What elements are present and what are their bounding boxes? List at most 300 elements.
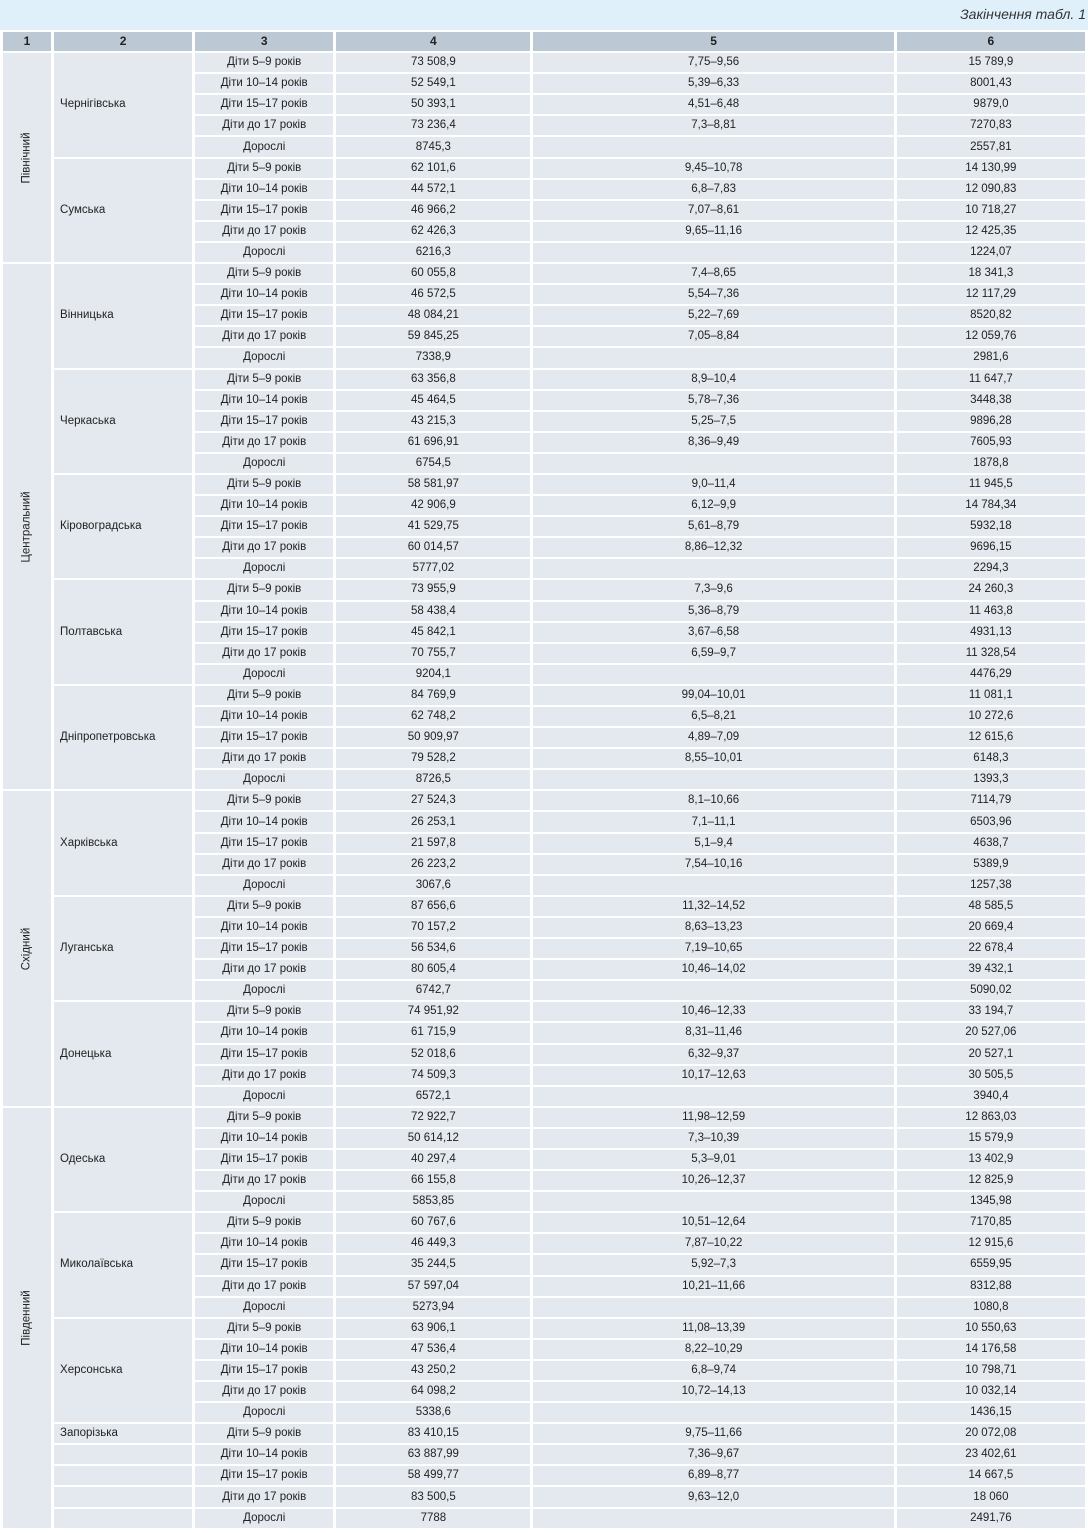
age-group-cell: Діти 5–9 років [195, 1319, 333, 1338]
value-cell: 14 667,5 [897, 1466, 1085, 1485]
age-group-cell: Діти 10–14 років [195, 1340, 333, 1359]
age-group-cell: Діти 5–9 років [195, 791, 333, 810]
value-cell: 5338,6 [336, 1403, 530, 1422]
range-cell: 6,8–7,83 [533, 180, 893, 199]
value-cell: 20 527,1 [897, 1045, 1085, 1064]
range-cell: 5,36–8,79 [533, 602, 893, 621]
range-cell: 6,59–9,7 [533, 644, 893, 663]
age-group-cell: Діти 10–14 років [195, 1023, 333, 1042]
age-group-cell: Дорослі [195, 1087, 333, 1106]
age-group-cell: Діти 10–14 років [195, 918, 333, 937]
age-group-cell: Дорослі [195, 876, 333, 895]
header-cell: 5 [533, 32, 893, 51]
age-group-cell: Дорослі [195, 1509, 333, 1528]
age-group-cell: Діти до 17 років [195, 538, 333, 557]
value-cell: 52 018,6 [336, 1045, 530, 1064]
region-cell [3, 791, 51, 1105]
table-row [3, 1487, 1085, 1506]
value-cell: 50 614,12 [336, 1129, 530, 1148]
age-group-cell: Дорослі [195, 559, 333, 578]
age-group-cell: Діти до 17 років [195, 960, 333, 979]
value-cell: 42 906,9 [336, 496, 530, 515]
value-cell: 5932,18 [897, 517, 1085, 536]
value-cell: 63 356,8 [336, 370, 530, 389]
value-cell: 10 032,14 [897, 1382, 1085, 1401]
data-table [0, 30, 1088, 1530]
value-cell: 12 863,03 [897, 1108, 1085, 1127]
range-cell [533, 454, 893, 473]
value-cell: 46 449,3 [336, 1234, 530, 1253]
value-cell: 5090,02 [897, 981, 1085, 1000]
range-cell: 5,39–6,33 [533, 74, 893, 93]
table-row [3, 791, 1085, 810]
age-group-cell: Діти 15–17 років [195, 834, 333, 853]
value-cell: 45 464,5 [336, 391, 530, 410]
table-row [3, 580, 1085, 599]
age-group-cell: Діти 10–14 років [195, 496, 333, 515]
value-cell: 30 505,5 [897, 1066, 1085, 1085]
oblast-cell: Сумська [54, 159, 192, 262]
value-cell: 33 194,7 [897, 1002, 1085, 1021]
range-cell: 5,54–7,36 [533, 285, 893, 304]
age-group-cell: Діти 5–9 років [195, 1108, 333, 1127]
table-row [3, 264, 1085, 283]
range-cell: 8,36–9,49 [533, 433, 893, 452]
age-group-cell: Діти 5–9 років [195, 53, 333, 72]
oblast-cell: Вінницька [54, 264, 192, 367]
age-group-cell: Діти 10–14 років [195, 707, 333, 726]
range-cell [533, 348, 893, 367]
value-cell: 2491,76 [897, 1509, 1085, 1528]
range-cell: 5,61–8,79 [533, 517, 893, 536]
value-cell: 43 215,3 [336, 412, 530, 431]
value-cell: 6503,96 [897, 812, 1085, 831]
age-group-cell: Діти до 17 років [195, 1277, 333, 1296]
range-cell [533, 665, 893, 684]
table-row [3, 370, 1085, 389]
oblast-cell: Дніпропетровська [54, 686, 192, 789]
range-cell [533, 1403, 893, 1422]
value-cell: 60 767,6 [336, 1213, 530, 1232]
age-group-cell: Діти до 17 років [195, 644, 333, 663]
value-cell: 74 951,92 [336, 1002, 530, 1021]
value-cell: 8726,5 [336, 770, 530, 789]
oblast-cell: Черкаська [54, 370, 192, 473]
value-cell: 1345,98 [897, 1192, 1085, 1211]
range-cell: 7,05–8,84 [533, 327, 893, 346]
age-group-cell: Діти 10–14 років [195, 391, 333, 410]
value-cell: 3940,4 [897, 1087, 1085, 1106]
age-group-cell: Діти 5–9 років [195, 159, 333, 178]
oblast-cell: Луганська [54, 897, 192, 1000]
range-cell [533, 981, 893, 1000]
value-cell: 61 715,9 [336, 1023, 530, 1042]
value-cell: 60 014,57 [336, 538, 530, 557]
value-cell: 59 845,25 [336, 327, 530, 346]
table-caption-bar [0, 0, 1088, 30]
oblast-cell [54, 1466, 192, 1485]
table-row [3, 1319, 1085, 1338]
range-cell: 10,26–12,37 [533, 1171, 893, 1190]
range-cell: 10,51–12,64 [533, 1213, 893, 1232]
range-cell: 8,86–12,32 [533, 538, 893, 557]
age-group-cell: Дорослі [195, 1298, 333, 1317]
range-cell: 10,46–14,02 [533, 960, 893, 979]
value-cell: 7270,83 [897, 116, 1085, 135]
header-cell: 6 [897, 32, 1085, 51]
header-row [3, 32, 1085, 51]
age-group-cell: Діти 5–9 років [195, 897, 333, 916]
range-cell: 6,8–9,74 [533, 1361, 893, 1380]
table-row [3, 53, 1085, 72]
range-cell: 5,78–7,36 [533, 391, 893, 410]
age-group-cell: Діти 10–14 років [195, 74, 333, 93]
age-group-cell: Дорослі [195, 665, 333, 684]
age-group-cell: Діти 5–9 років [195, 370, 333, 389]
region-cell [3, 1108, 51, 1528]
table-row [3, 1466, 1085, 1485]
value-cell: 72 922,7 [336, 1108, 530, 1127]
value-cell: 20 669,4 [897, 918, 1085, 937]
age-group-cell: Діти 15–17 років [195, 201, 333, 220]
range-cell: 8,9–10,4 [533, 370, 893, 389]
range-cell: 10,46–12,33 [533, 1002, 893, 1021]
value-cell: 12 059,76 [897, 327, 1085, 346]
value-cell: 61 696,91 [336, 433, 530, 452]
value-cell: 58 581,97 [336, 475, 530, 494]
range-cell: 9,45–10,78 [533, 159, 893, 178]
header-cell: 3 [195, 32, 333, 51]
range-cell: 3,67–6,58 [533, 623, 893, 642]
value-cell: 40 297,4 [336, 1150, 530, 1169]
age-group-cell: Дорослі [195, 137, 333, 156]
range-cell: 9,63–12,0 [533, 1487, 893, 1506]
table-row [3, 159, 1085, 178]
oblast-cell: Харківська [54, 791, 192, 894]
age-group-cell: Діти 15–17 років [195, 306, 333, 325]
value-cell: 6742,7 [336, 981, 530, 1000]
value-cell: 6148,3 [897, 749, 1085, 768]
value-cell: 13 402,9 [897, 1150, 1085, 1169]
value-cell: 10 718,27 [897, 201, 1085, 220]
value-cell: 9204,1 [336, 665, 530, 684]
age-group-cell: Діти 15–17 років [195, 412, 333, 431]
range-cell: 11,08–13,39 [533, 1319, 893, 1338]
age-group-cell: Діти 5–9 років [195, 475, 333, 494]
range-cell: 7,07–8,61 [533, 201, 893, 220]
value-cell: 66 155,8 [336, 1171, 530, 1190]
header-cell: 1 [3, 32, 51, 51]
oblast-cell [54, 1509, 192, 1528]
region-cell [3, 53, 51, 262]
value-cell: 87 656,6 [336, 897, 530, 916]
value-cell: 83 500,5 [336, 1487, 530, 1506]
value-cell: 14 130,99 [897, 159, 1085, 178]
value-cell: 12 090,83 [897, 180, 1085, 199]
value-cell: 4638,7 [897, 834, 1085, 853]
range-cell: 9,0–11,4 [533, 475, 893, 494]
age-group-cell: Дорослі [195, 1192, 333, 1211]
value-cell: 8001,43 [897, 74, 1085, 93]
value-cell: 1393,3 [897, 770, 1085, 789]
age-group-cell: Діти 5–9 років [195, 1213, 333, 1232]
value-cell: 12 615,6 [897, 728, 1085, 747]
age-group-cell: Діти 15–17 років [195, 939, 333, 958]
range-cell: 9,75–11,66 [533, 1424, 893, 1443]
age-group-cell: Діти 15–17 років [195, 1466, 333, 1485]
range-cell: 5,25–7,5 [533, 412, 893, 431]
range-cell: 8,31–11,46 [533, 1023, 893, 1042]
value-cell: 12 825,9 [897, 1171, 1085, 1190]
range-cell: 7,3–8,81 [533, 116, 893, 135]
value-cell: 11 647,7 [897, 370, 1085, 389]
age-group-cell: Діти 10–14 років [195, 1445, 333, 1464]
range-cell: 8,55–10,01 [533, 749, 893, 768]
age-group-cell: Діти 15–17 років [195, 1361, 333, 1380]
value-cell: 5777,02 [336, 559, 530, 578]
value-cell: 7170,85 [897, 1213, 1085, 1232]
value-cell: 7114,79 [897, 791, 1085, 810]
age-group-cell: Дорослі [195, 1403, 333, 1422]
age-group-cell: Діти 15–17 років [195, 1150, 333, 1169]
value-cell: 8312,88 [897, 1277, 1085, 1296]
value-cell: 73 236,4 [336, 116, 530, 135]
range-cell: 6,32–9,37 [533, 1045, 893, 1064]
table-row [3, 1424, 1085, 1443]
value-cell: 44 572,1 [336, 180, 530, 199]
value-cell: 39 432,1 [897, 960, 1085, 979]
value-cell: 10 550,63 [897, 1319, 1085, 1338]
header-cell: 2 [54, 32, 192, 51]
range-cell: 7,87–10,22 [533, 1234, 893, 1253]
age-group-cell: Діти 10–14 років [195, 812, 333, 831]
value-cell: 50 909,97 [336, 728, 530, 747]
value-cell: 3448,38 [897, 391, 1085, 410]
value-cell: 7338,9 [336, 348, 530, 367]
oblast-cell: Одеська [54, 1108, 192, 1211]
age-group-cell: Діти 10–14 років [195, 1234, 333, 1253]
value-cell: 15 579,9 [897, 1129, 1085, 1148]
range-cell: 7,19–10,65 [533, 939, 893, 958]
range-cell [533, 243, 893, 262]
value-cell: 11 081,1 [897, 686, 1085, 705]
value-cell: 35 244,5 [336, 1255, 530, 1274]
age-group-cell: Діти 15–17 років [195, 517, 333, 536]
range-cell: 7,3–9,6 [533, 580, 893, 599]
value-cell: 6754,5 [336, 454, 530, 473]
value-cell: 52 549,1 [336, 74, 530, 93]
age-group-cell: Діти до 17 років [195, 116, 333, 135]
value-cell: 48 084,21 [336, 306, 530, 325]
value-cell: 46 966,2 [336, 201, 530, 220]
oblast-cell: Чернігівська [54, 53, 192, 156]
value-cell: 9879,0 [897, 95, 1085, 114]
age-group-cell: Діти 15–17 років [195, 728, 333, 747]
value-cell: 20 072,08 [897, 1424, 1085, 1443]
value-cell: 12 425,35 [897, 222, 1085, 241]
range-cell [533, 1509, 893, 1528]
age-group-cell: Діти до 17 років [195, 1487, 333, 1506]
oblast-cell: Запорізька [54, 1424, 192, 1443]
region-cell [3, 264, 51, 789]
range-cell: 5,22–7,69 [533, 306, 893, 325]
table-row [3, 1213, 1085, 1232]
value-cell: 18 060 [897, 1487, 1085, 1506]
table-row [3, 1108, 1085, 1127]
value-cell: 56 534,6 [336, 939, 530, 958]
value-cell: 70 755,7 [336, 644, 530, 663]
value-cell: 20 527,06 [897, 1023, 1085, 1042]
value-cell: 50 393,1 [336, 95, 530, 114]
range-cell: 11,98–12,59 [533, 1108, 893, 1127]
value-cell: 62 101,6 [336, 159, 530, 178]
value-cell: 4476,29 [897, 665, 1085, 684]
value-cell: 1257,38 [897, 876, 1085, 895]
range-cell: 99,04–10,01 [533, 686, 893, 705]
value-cell: 27 524,3 [336, 791, 530, 810]
table-row [3, 1509, 1085, 1528]
value-cell: 7788 [336, 1509, 530, 1528]
range-cell [533, 770, 893, 789]
value-cell: 46 572,5 [336, 285, 530, 304]
value-cell: 14 176,58 [897, 1340, 1085, 1359]
age-group-cell: Діти до 17 років [195, 749, 333, 768]
range-cell: 4,89–7,09 [533, 728, 893, 747]
range-cell: 6,89–8,77 [533, 1466, 893, 1485]
age-group-cell: Діти до 17 років [195, 222, 333, 241]
value-cell: 74 509,3 [336, 1066, 530, 1085]
range-cell: 10,21–11,66 [533, 1277, 893, 1296]
age-group-cell: Діти 5–9 років [195, 686, 333, 705]
value-cell: 63 887,99 [336, 1445, 530, 1464]
value-cell: 57 597,04 [336, 1277, 530, 1296]
age-group-cell: Діти 5–9 років [195, 1424, 333, 1443]
value-cell: 43 250,2 [336, 1361, 530, 1380]
age-group-cell: Дорослі [195, 454, 333, 473]
value-cell: 2557,81 [897, 137, 1085, 156]
value-cell: 11 463,8 [897, 602, 1085, 621]
region-label: Південний [20, 1289, 33, 1346]
value-cell: 5389,9 [897, 855, 1085, 874]
range-cell: 5,1–9,4 [533, 834, 893, 853]
value-cell: 21 597,8 [336, 834, 530, 853]
value-cell: 23 402,61 [897, 1445, 1085, 1464]
range-cell: 7,75–9,56 [533, 53, 893, 72]
age-group-cell: Діти 15–17 років [195, 623, 333, 642]
value-cell: 24 260,3 [897, 580, 1085, 599]
value-cell: 6572,1 [336, 1087, 530, 1106]
value-cell: 70 157,2 [336, 918, 530, 937]
table-row [3, 1002, 1085, 1021]
range-cell: 8,22–10,29 [533, 1340, 893, 1359]
value-cell: 41 529,75 [336, 517, 530, 536]
range-cell: 6,12–9,9 [533, 496, 893, 515]
age-group-cell: Діти 5–9 років [195, 264, 333, 283]
range-cell [533, 876, 893, 895]
value-cell: 5273,94 [336, 1298, 530, 1317]
value-cell: 60 055,8 [336, 264, 530, 283]
value-cell: 62 426,3 [336, 222, 530, 241]
age-group-cell: Діти 10–14 років [195, 285, 333, 304]
table-row [3, 475, 1085, 494]
region-label: Північний [20, 132, 33, 184]
value-cell: 26 223,2 [336, 855, 530, 874]
oblast-cell: Миколаївська [54, 1213, 192, 1316]
age-group-cell: Дорослі [195, 243, 333, 262]
range-cell: 10,72–14,13 [533, 1382, 893, 1401]
value-cell: 22 678,4 [897, 939, 1085, 958]
age-group-cell: Діти до 17 років [195, 855, 333, 874]
value-cell: 12 117,29 [897, 285, 1085, 304]
age-group-cell: Діти до 17 років [195, 433, 333, 452]
value-cell: 1080,8 [897, 1298, 1085, 1317]
value-cell: 48 585,5 [897, 897, 1085, 916]
table-body [3, 53, 1085, 1528]
value-cell: 58 438,4 [336, 602, 530, 621]
table-caption: Закінчення табл. 1 [960, 6, 1086, 22]
value-cell: 1436,15 [897, 1403, 1085, 1422]
value-cell: 18 341,3 [897, 264, 1085, 283]
range-cell: 4,51–6,48 [533, 95, 893, 114]
value-cell: 7605,93 [897, 433, 1085, 452]
table-row [3, 897, 1085, 916]
age-group-cell: Діти до 17 років [195, 1066, 333, 1085]
range-cell: 9,65–11,16 [533, 222, 893, 241]
range-cell: 7,3–10,39 [533, 1129, 893, 1148]
oblast-cell: Кіровоградська [54, 475, 192, 578]
age-group-cell: Діти 10–14 років [195, 602, 333, 621]
range-cell [533, 1298, 893, 1317]
range-cell [533, 137, 893, 156]
value-cell: 26 253,1 [336, 812, 530, 831]
table-row [3, 1445, 1085, 1464]
age-group-cell: Дорослі [195, 981, 333, 1000]
range-cell: 7,36–9,67 [533, 1445, 893, 1464]
region-label: Центральний [20, 491, 33, 563]
oblast-cell [54, 1445, 192, 1464]
oblast-cell: Херсонська [54, 1319, 192, 1422]
range-cell [533, 1192, 893, 1211]
range-cell [533, 1087, 893, 1106]
age-group-cell: Діти до 17 років [195, 1382, 333, 1401]
value-cell: 73 955,9 [336, 580, 530, 599]
range-cell: 8,63–13,23 [533, 918, 893, 937]
age-group-cell: Дорослі [195, 348, 333, 367]
value-cell: 79 528,2 [336, 749, 530, 768]
value-cell: 8745,3 [336, 137, 530, 156]
value-cell: 14 784,34 [897, 496, 1085, 515]
age-group-cell: Діти до 17 років [195, 327, 333, 346]
age-group-cell: Діти 5–9 років [195, 580, 333, 599]
age-group-cell: Діти до 17 років [195, 1171, 333, 1190]
value-cell: 1878,8 [897, 454, 1085, 473]
range-cell: 7,54–10,16 [533, 855, 893, 874]
value-cell: 45 842,1 [336, 623, 530, 642]
value-cell: 2981,6 [897, 348, 1085, 367]
range-cell: 7,1–11,1 [533, 812, 893, 831]
value-cell: 10 272,6 [897, 707, 1085, 726]
range-cell [533, 559, 893, 578]
oblast-cell [54, 1487, 192, 1506]
age-group-cell: Діти 15–17 років [195, 1255, 333, 1274]
range-cell: 7,4–8,65 [533, 264, 893, 283]
value-cell: 5853,85 [336, 1192, 530, 1211]
value-cell: 9696,15 [897, 538, 1085, 557]
range-cell: 8,1–10,66 [533, 791, 893, 810]
value-cell: 58 499,77 [336, 1466, 530, 1485]
value-cell: 10 798,71 [897, 1361, 1085, 1380]
value-cell: 11 945,5 [897, 475, 1085, 494]
